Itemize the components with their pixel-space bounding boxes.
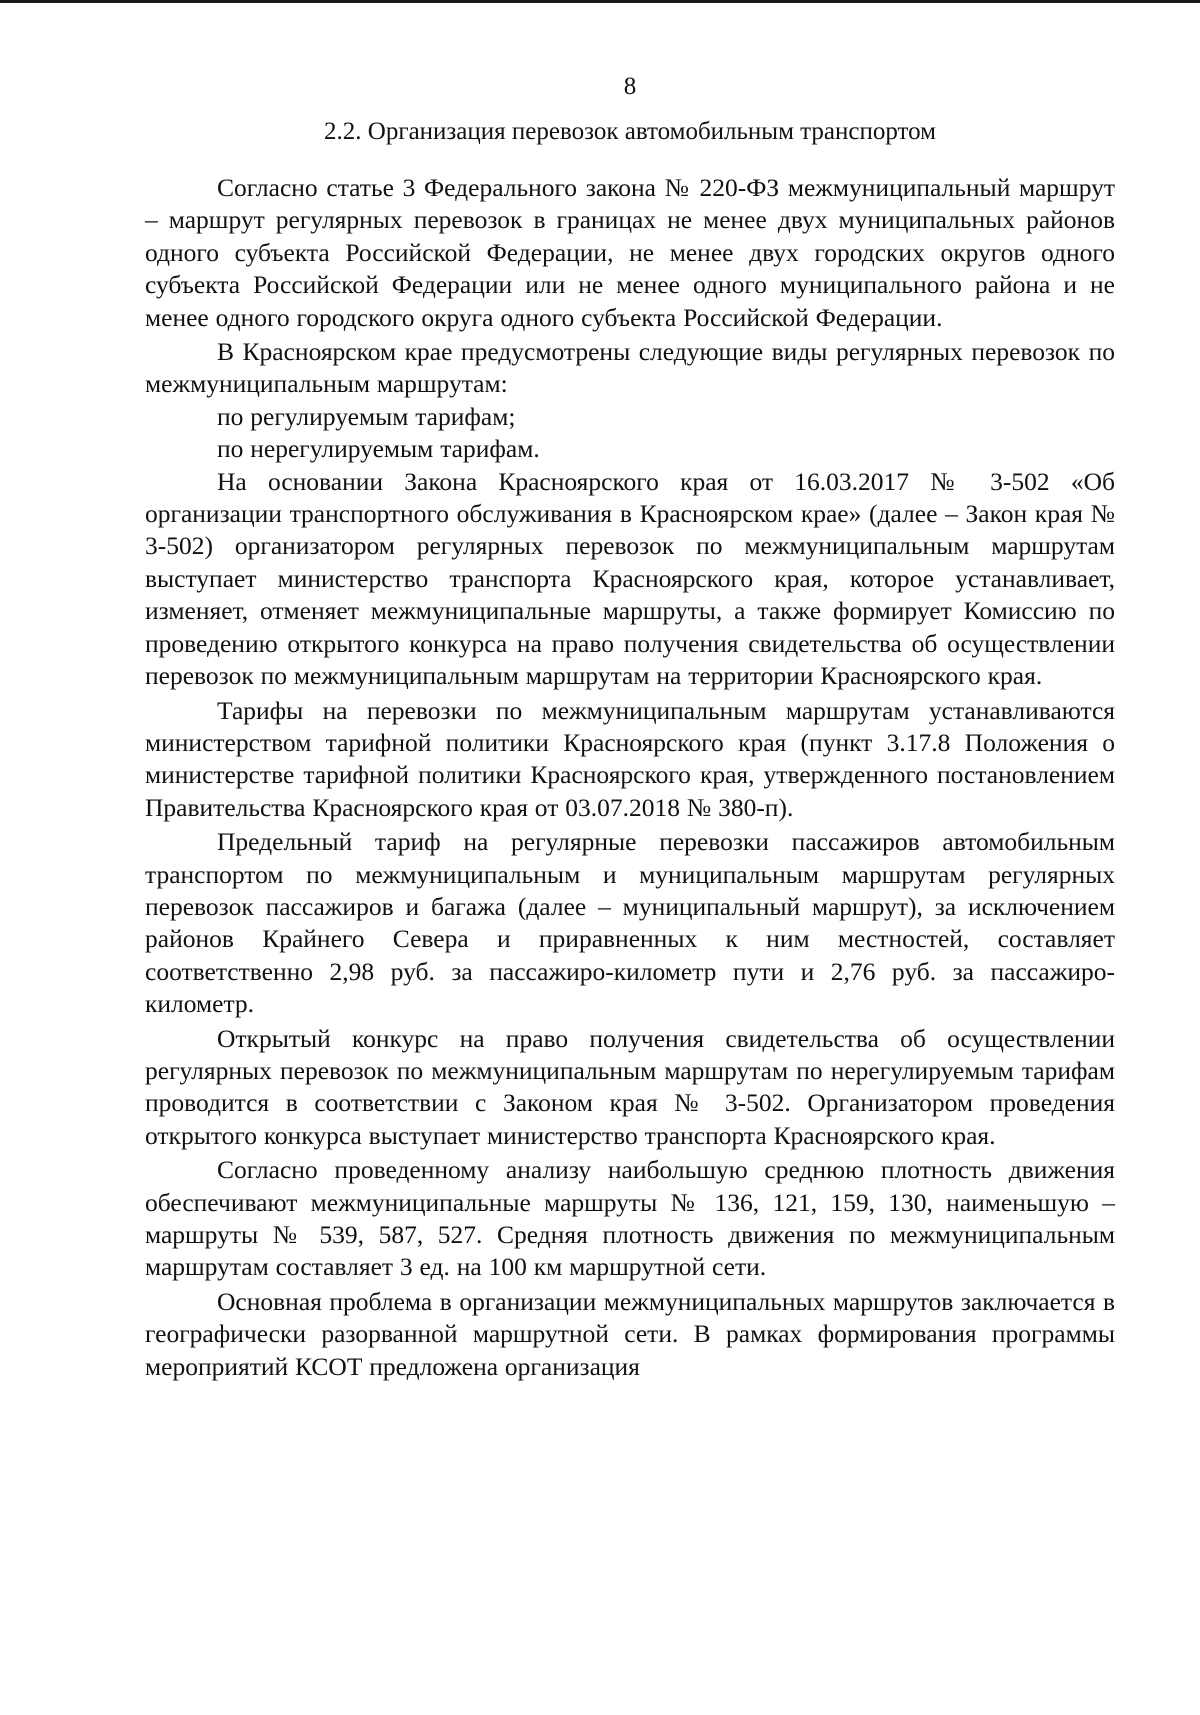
paragraph-unregulated-tariffs: по нерегулируемым тарифам.: [217, 434, 540, 464]
paragraph-max-tariff: Предельный тариф на регулярные перевозки пассажиров автомобильным транспортом по межмуниципальным и муниципальным маршрутам регулярных перевозок пассажиров и багажа (далее – муниципальный маршрут), за исключением районов Крайнего Севера и приравненных к ним местностей, составляет соответственно 2,98 руб. за пассажиро-километр пути и 2,76 руб. за пассажиро-километр.: [145, 827, 1115, 1019]
paragraph-definition: Согласно статье 3 Федерального закона № 220-ФЗ межмуниципальный маршрут – маршрут регулярных перевозок в границах не менее двух муниципальных районов одного субъекта Российской Федерации, не менее двух городских округов одного субъекта Российской Федерации или не менее одного муниципального района и не менее одного городского округа одного субъекта Российской Федерации.: [145, 173, 1115, 332]
paragraph-tariffs-ministry: Тарифы на перевозки по межмуниципальным маршрутам устанавливаются министерством тарифной политики Красноярского края (пункт 3.17.8 Положения о министерстве тарифной политики Красноярского края, утвержденного постановлением Правительства Красноярского края от 03.07.2018 № 380-п).: [145, 695, 1115, 822]
paragraph-main-problem: Основная проблема в организации межмуниципальных маршрутов заключается в географически разорванной маршрутной сети. В рамках формирования программы мероприятий КСОТ предложена организация: [145, 1286, 1115, 1381]
paragraph-regulated-tariffs: по регулируемым тарифам;: [217, 401, 516, 431]
page-content: [145, 72, 1115, 1383]
paragraph-density-analysis: Согласно проведенному анализу наибольшую среднюю плотность движения обеспечивают межмуниципальные маршруты № 136, 121, 159, 130, наименьшую – маршруты № 539, 587, 527. Средняя плотность движения по межмуниципальным маршрутам составляет 3 ед. на 100 км маршрутной сети.: [145, 1155, 1115, 1282]
scan-top-edge: [0, 0, 1200, 3]
paragraph-types-intro: В Красноярском крае предусмотрены следующие виды регулярных перевозок по межмуниципальным маршрутам:: [145, 337, 1115, 399]
paragraph-open-contest: Открытый конкурс на право получения свидетельства об осуществлении регулярных перевозок по межмуниципальным маршрутам по нерегулируемым тарифам проводится в соответствии с Законом края № 3-502. Организатором проведения открытого конкурса выступает министерство транспорта Красноярского края.: [145, 1023, 1115, 1150]
paragraph-law-organizer: На основании Закона Красноярского края от 16.03.2017 № 3-502 «Об организации транспортного обслуживания в Красноярском крае» (далее – Закон края № 3-502) организатором регулярных перевозок по межмуниципальным маршрутам выступает министерство транспорта Красноярского края, которое устанавливает, изменяет, отменяет межмуниципальные маршруты, а также формирует Комиссию по проведению открытого конкурса на право получения свидетельства об осуществлении перевозок по межмуниципальным маршрутам на территории Красноярского края.: [145, 466, 1115, 691]
section-title: 2.2. Организация перевозок автомобильным транспортом: [324, 118, 936, 145]
page-number: 8: [623, 73, 637, 100]
